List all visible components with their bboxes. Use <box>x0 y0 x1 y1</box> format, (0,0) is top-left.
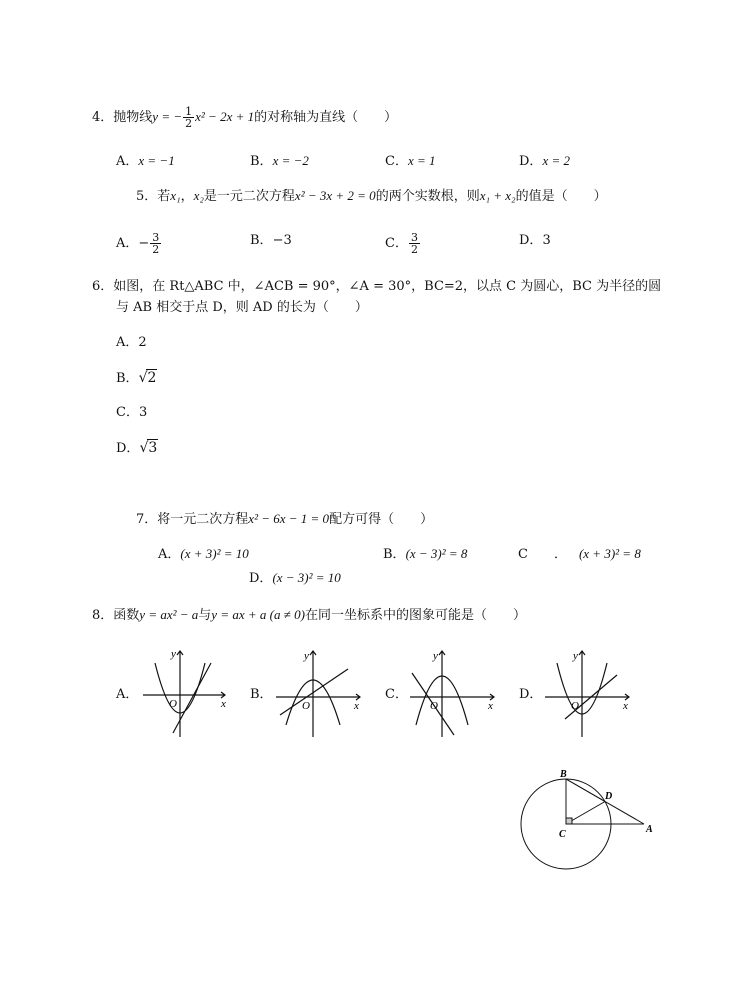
q5-part2: 是一元二次方程 <box>203 189 295 204</box>
q7-stem <box>136 510 433 529</box>
frac-num: 3 <box>410 231 418 244</box>
q4-fraction <box>183 106 194 129</box>
option-fraction <box>409 232 420 255</box>
q8-eq2: y = ax + a (a ≠ 0) <box>211 607 305 622</box>
origin-label: O <box>169 698 177 710</box>
sqrt-symbol: √2 <box>138 370 157 386</box>
q5-number: 5． <box>136 189 158 204</box>
q4-eq-rest: x² − 2x + 1 <box>195 109 255 124</box>
q6-line2: 与 AB 相交于点 D，则 AD 的长为（ ） <box>116 300 368 315</box>
option-text: x = 1 <box>407 153 436 168</box>
label-a: A <box>646 824 653 835</box>
option-text: (x + 3)² = 10 <box>180 546 249 561</box>
q8-option-a-label[interactable]: A． <box>116 687 139 702</box>
option-label: A． <box>116 154 139 169</box>
option-text: (x − 3)² = 10 <box>272 570 341 585</box>
q8-stem <box>92 606 526 625</box>
q6-option-d[interactable] <box>116 439 158 458</box>
q6-option-a[interactable] <box>116 334 147 352</box>
q4-prefix: 抛物线 <box>113 110 153 125</box>
q5-option-b[interactable] <box>250 232 292 250</box>
segment-bd <box>566 779 605 802</box>
q7-option-a[interactable] <box>158 545 249 564</box>
q4-suffix: 的对称轴为直线（ ） <box>254 110 398 125</box>
q8-suffix: 在同一坐标系中的图象可能是（ ） <box>304 608 526 623</box>
radicand: 3 <box>148 440 158 456</box>
line-curve <box>280 669 348 715</box>
q4-frac-num: 1 <box>185 105 193 118</box>
q5-part3: 的两个实数根，则 <box>375 189 480 204</box>
origin-label: O <box>302 700 310 712</box>
frac-den: 2 <box>152 243 160 256</box>
option-label: D． <box>519 154 543 169</box>
q6-line1: 如图，在 Rt△ABC 中，∠ACB = 90°，∠A = 30°，BC=2，以点 C 为圆心，BC 为半径的圆 <box>113 279 662 294</box>
option-label: C ． <box>518 547 567 562</box>
x-axis-label: x <box>623 700 628 712</box>
label-d: D <box>605 791 613 802</box>
geometry-figure <box>512 762 662 877</box>
q4-option-b[interactable] <box>250 152 309 171</box>
option-label: B． <box>383 547 406 562</box>
q5-part4: 的值是（ ） <box>515 189 607 204</box>
option-label: D． <box>519 233 543 248</box>
option-text: 3 <box>138 405 148 420</box>
option-label: D． <box>249 571 273 586</box>
y-axis-label: y <box>573 650 578 662</box>
option-text: (x + 3)² = 8 <box>578 546 641 561</box>
x-axis-label: x <box>488 700 493 712</box>
option-sign: − <box>138 236 150 251</box>
q8-graph-d <box>537 645 637 740</box>
q8-option-b-label[interactable]: B． <box>250 687 273 702</box>
origin-label: O <box>430 700 438 712</box>
option-label: C． <box>385 154 408 169</box>
q6-option-c[interactable] <box>116 404 147 422</box>
option-text: x = 2 <box>542 153 570 168</box>
q8-graph-c <box>402 645 502 740</box>
option-label: C． <box>385 236 408 251</box>
q7-option-d[interactable] <box>249 569 341 588</box>
q5-stem <box>136 187 607 206</box>
q4-eq-lhs: y = − <box>152 109 183 124</box>
q5-x2: x₂ <box>193 188 204 203</box>
q5-option-d[interactable] <box>519 232 551 250</box>
option-text: (x − 3)² = 8 <box>405 546 468 561</box>
q4-option-c[interactable] <box>385 152 436 171</box>
q7-option-c[interactable] <box>518 545 641 564</box>
frac-den: 2 <box>410 243 418 256</box>
line-curve <box>173 663 211 733</box>
q8-mid: 与 <box>198 608 212 623</box>
y-axis-label: y <box>433 650 438 662</box>
q8-eq1: y = ax² − a <box>139 607 199 622</box>
frac-num: 3 <box>152 231 160 244</box>
q7-prefix: 将一元二次方程 <box>157 512 249 527</box>
q6-stem-line1 <box>92 278 661 296</box>
x-axis-label: x <box>354 700 359 712</box>
q5-part1: 若 <box>157 189 171 204</box>
option-text: 3 <box>542 233 551 248</box>
q8-prefix: 函数 <box>113 608 140 623</box>
label-b: B <box>560 769 567 780</box>
q5-x1: x₁ <box>170 188 181 203</box>
q4-option-a[interactable] <box>116 152 175 171</box>
q7-option-b[interactable] <box>383 545 467 564</box>
q5-option-a[interactable] <box>116 232 162 255</box>
q7-equation: x² − 6x − 1 = 0 <box>248 511 330 526</box>
option-text: x = −2 <box>272 153 309 168</box>
option-fraction <box>150 232 161 255</box>
q7-suffix: 配方可得（ ） <box>329 512 434 527</box>
q5-equation: x² − 3x + 2 = 0 <box>294 188 376 203</box>
y-axis-label: y <box>171 648 176 660</box>
right-angle-marker <box>566 818 572 824</box>
q4-stem <box>92 106 397 129</box>
q5-option-c[interactable] <box>385 232 421 255</box>
q4-number: 4． <box>92 110 114 125</box>
q7-number: 7． <box>136 512 158 527</box>
option-text: x = −1 <box>138 153 175 168</box>
option-label: B． <box>250 154 273 169</box>
q8-option-d-label[interactable]: D． <box>519 687 543 702</box>
q8-graph-a <box>135 645 235 740</box>
option-text: 2 <box>138 335 147 350</box>
radicand: 2 <box>147 370 157 386</box>
sqrt-symbol: √3 <box>139 440 158 456</box>
q6-number: 6． <box>92 279 114 294</box>
origin-label: O <box>571 700 579 712</box>
option-label: A． <box>116 236 139 251</box>
option-label: B． <box>116 371 139 386</box>
q4-frac-den: 2 <box>185 117 193 130</box>
option-label: B． <box>250 233 273 248</box>
option-label: A． <box>116 335 139 350</box>
q8-number: 8． <box>92 608 114 623</box>
q8-option-c-label[interactable]: C． <box>385 687 408 702</box>
q6-stem-line2 <box>116 299 368 317</box>
option-label: C． <box>116 405 139 420</box>
option-text: −3 <box>272 233 292 248</box>
q5-sum: x₁ + x₂ <box>479 188 516 203</box>
option-label: A． <box>158 547 181 562</box>
y-axis-label: y <box>304 650 309 662</box>
x-axis-label: x <box>221 698 226 710</box>
q4-option-d[interactable] <box>519 152 570 171</box>
q8-graph-b <box>268 645 368 740</box>
q6-option-b[interactable] <box>116 369 157 388</box>
label-c: C <box>559 829 566 840</box>
q5-comma: ， <box>180 189 194 204</box>
option-label: D． <box>116 441 140 456</box>
